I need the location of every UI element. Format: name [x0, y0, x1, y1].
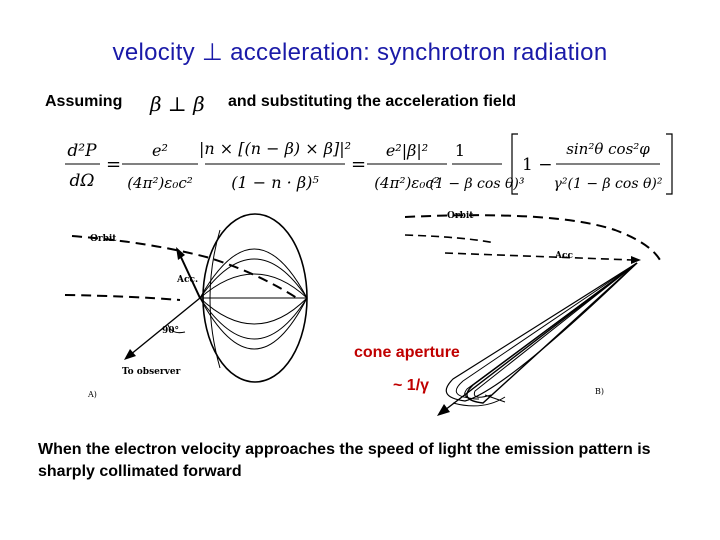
formula-lhs-denominator: dΩ: [69, 171, 95, 191]
assuming-label: Assuming: [45, 93, 123, 110]
pattern-meridian-1: [200, 259, 307, 298]
formula-coef2-numerator: e²|β|²: [385, 141, 429, 160]
formula-coef2-denominator: (4π²)ε₀c²: [374, 174, 440, 192]
formula-frac2-denominator: (1 − β cos θ)³: [429, 176, 525, 192]
acc-label-a: Acc.: [177, 275, 199, 285]
orbit-label-a: Orbit: [90, 234, 117, 244]
formula-bracket-one: 1 −: [522, 155, 553, 175]
beta-perpendicular-condition: β ⊥ β: [150, 92, 205, 116]
diagram-a-dipole-pattern: [60, 200, 330, 405]
angle-label: 90°: [162, 326, 180, 336]
formula-equals-2: =: [351, 154, 367, 175]
radiation-formula: [60, 124, 680, 200]
formula-coef-denominator: (4π²)ε₀c²: [127, 174, 193, 192]
formula-equals-1: =: [106, 154, 122, 175]
formula-frac1-numerator: |n × [(n − β) × β]|²: [198, 139, 352, 158]
observer-label: To observer: [122, 367, 181, 377]
formula-lhs-numerator: d²P: [67, 141, 97, 161]
orbit-lower-path-a: [65, 295, 180, 300]
orbit-lower-path-b: [405, 235, 495, 243]
substitution-text: and substituting the acceleration field: [228, 93, 517, 110]
cone-aperture-label: cone aperture: [354, 344, 460, 361]
orbit-path-b: [405, 215, 660, 260]
panel-label-a: A): [88, 390, 97, 399]
caption-text: When the electron velocity approaches the speed of light the emission pattern is sharply collimated forward: [38, 441, 651, 480]
pattern-meridian-4: [200, 298, 307, 324]
formula-frac3-denominator: γ²(1 − β cos θ)²: [553, 176, 663, 192]
formula-coef-numerator: e²: [152, 141, 168, 160]
formula-frac3-numerator: sin²θ cos²φ: [566, 140, 650, 158]
formula-right-bracket: [666, 134, 672, 194]
pattern-meridian-5: [200, 298, 307, 339]
page-title: velocity ⊥ acceleration: synchrotron radiation: [112, 39, 608, 66]
orbit-label-b: Orbit: [447, 211, 474, 221]
formula-frac2-numerator: 1: [454, 141, 466, 160]
cone-outer-lobe: [467, 263, 637, 403]
acceleration-arrow-b: [445, 253, 633, 260]
formula-frac1-denominator: (1 − n · β)⁵: [231, 173, 319, 192]
emission-axis: [445, 263, 637, 410]
acc-label-b: Acc: [555, 251, 573, 261]
panel-label-b: B): [595, 387, 604, 396]
cone-aperture-value: ~ 1/γ: [393, 377, 430, 394]
diagram-b-forward-cone: [405, 205, 675, 425]
